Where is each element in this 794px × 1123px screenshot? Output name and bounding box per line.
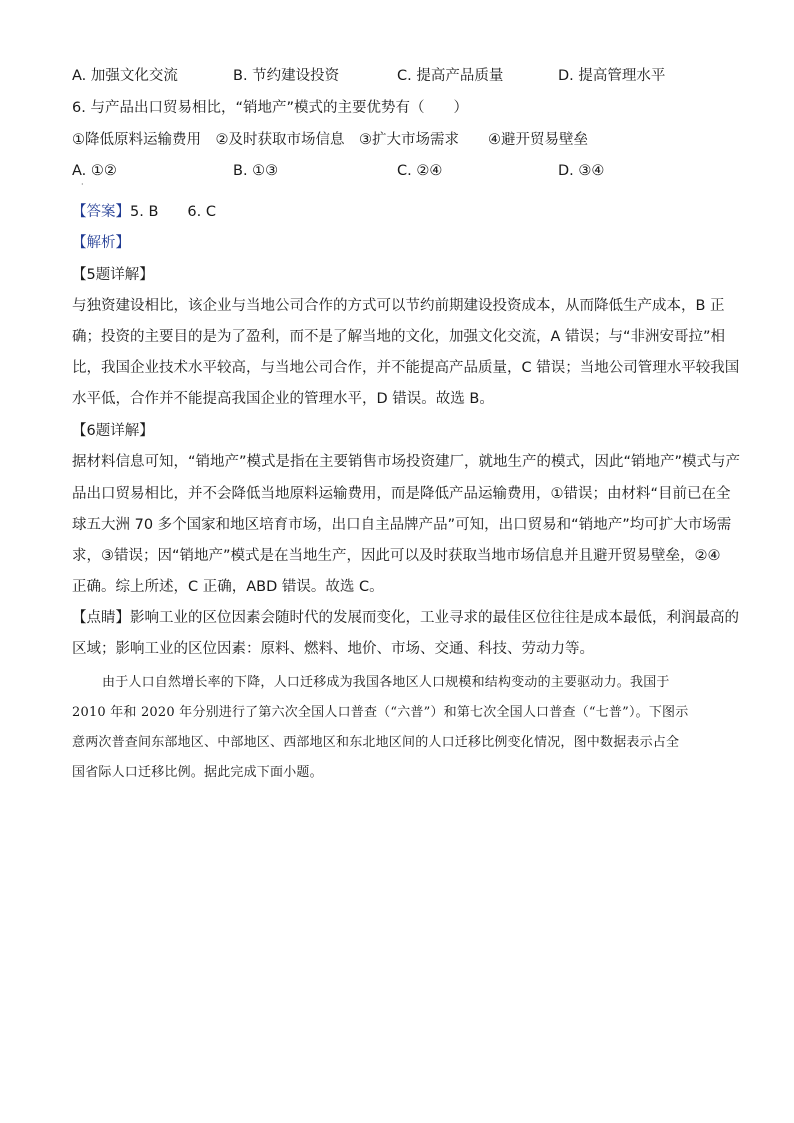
comment-text: 影响工业的区位因素会随时代的发展而变化，工业寻求的最佳区位往往是成本最低，利润最高的 — [130, 610, 739, 626]
answer-text: 5. B 6. C — [130, 204, 216, 220]
q5-option-c: C. 提高产品质量 — [397, 68, 504, 84]
q5-option-a: A. 加强文化交流 — [72, 68, 178, 84]
q6-detail-line: 球五大洲 70 多个国家和地区培育市场，出口自主品牌产品”可知，出口贸易和“销地产”均可扩大市场需 — [72, 517, 732, 533]
q6-option-d: D. ③④ — [558, 163, 605, 179]
q6-detail-line: 正确。综上所述，C 正确，ABD 错误。故选 C。 — [72, 579, 384, 595]
answer-line — [72, 202, 216, 222]
q6-items: ①降低原料运输费用 ②及时获取市场信息 ③扩大市场需求 ④避开贸易壁垒 — [72, 132, 588, 148]
comment-line-2: 区域；影响工业的区位因素：原料、燃料、地价、市场、交通、科技、劳动力等。 — [72, 641, 594, 657]
q6-detail-line: 求，③错误；因“销地产”模式是在当地生产，因此可以及时获取当地市场信息并且避开贸易壁垒，②④ — [72, 548, 721, 564]
q5-detail-line: 水平低，合作并不能提高我国企业的管理水平，D 错误。故选 B。 — [72, 391, 494, 407]
material-line: 国省际人口迁移比例。据此完成下面小题。 — [72, 765, 323, 780]
q5-detail-line: 确；投资的主要目的是为了盈利，而不是了解当地的文化，加强文化交流，A 错误；与“非洲安哥拉”相 — [72, 329, 726, 345]
q6-option-a: A. ①② — [72, 163, 117, 179]
q5-option-b: B. 节约建设投资 — [233, 68, 340, 84]
q6-detail-tag: 【6题详解】 — [72, 423, 154, 439]
q5-detail-line: 与独资建设相比，该企业与当地公司合作的方式可以节约前期建设投资成本，从而降低生产成本，B 正 — [72, 298, 725, 314]
q6-detail-line: 据材料信息可知，“销地产”模式是指在主要销售市场投资建厂，就地生产的模式，因此“销地产”模式与产 — [72, 454, 741, 470]
q5-detail-line: 比，我国企业技术水平较高，与当地公司合作，并不能提高产品质量，C 错误；当地公司管理水平较我国 — [72, 360, 740, 376]
q5-option-d: D. 提高管理水平 — [558, 68, 666, 84]
comment-tag: 【点睛】 — [72, 610, 130, 626]
material-line: 2010 年和 2020 年分别进行了第六次全国人口普查（“六普”）和第七次全国人口普查（“七普”）。下图示 — [72, 705, 689, 720]
q5-detail-tag: 【5题详解】 — [72, 267, 154, 283]
material-line: 由于人口自然增长率的下降，人口迁移成为我国各地区人口规模和结构变动的主要驱动力。我国于 — [102, 675, 670, 690]
material-line: 意两次普查间东部地区、中部地区、西部地区和东北地区间的人口迁移比例变化情况，图中数据表示占全 — [72, 735, 680, 750]
q6-detail-line: 品出口贸易相比，并不会降低当地原料运输费用，而是降低产品运输费用，①错误；由材料“目前已在全 — [72, 486, 731, 502]
comment-line — [72, 608, 739, 628]
q6-option-c: C. ②④ — [397, 163, 443, 179]
q6-option-b: B. ①③ — [233, 163, 279, 179]
answer-tag: 【答案】 — [72, 204, 130, 220]
analysis-tag: 【解析】 — [72, 235, 130, 251]
q6-stem: 6. 与产品出口贸易相比，“销地产”模式的主要优势有（ ） — [72, 100, 468, 116]
stray-mark: · — [81, 180, 84, 189]
